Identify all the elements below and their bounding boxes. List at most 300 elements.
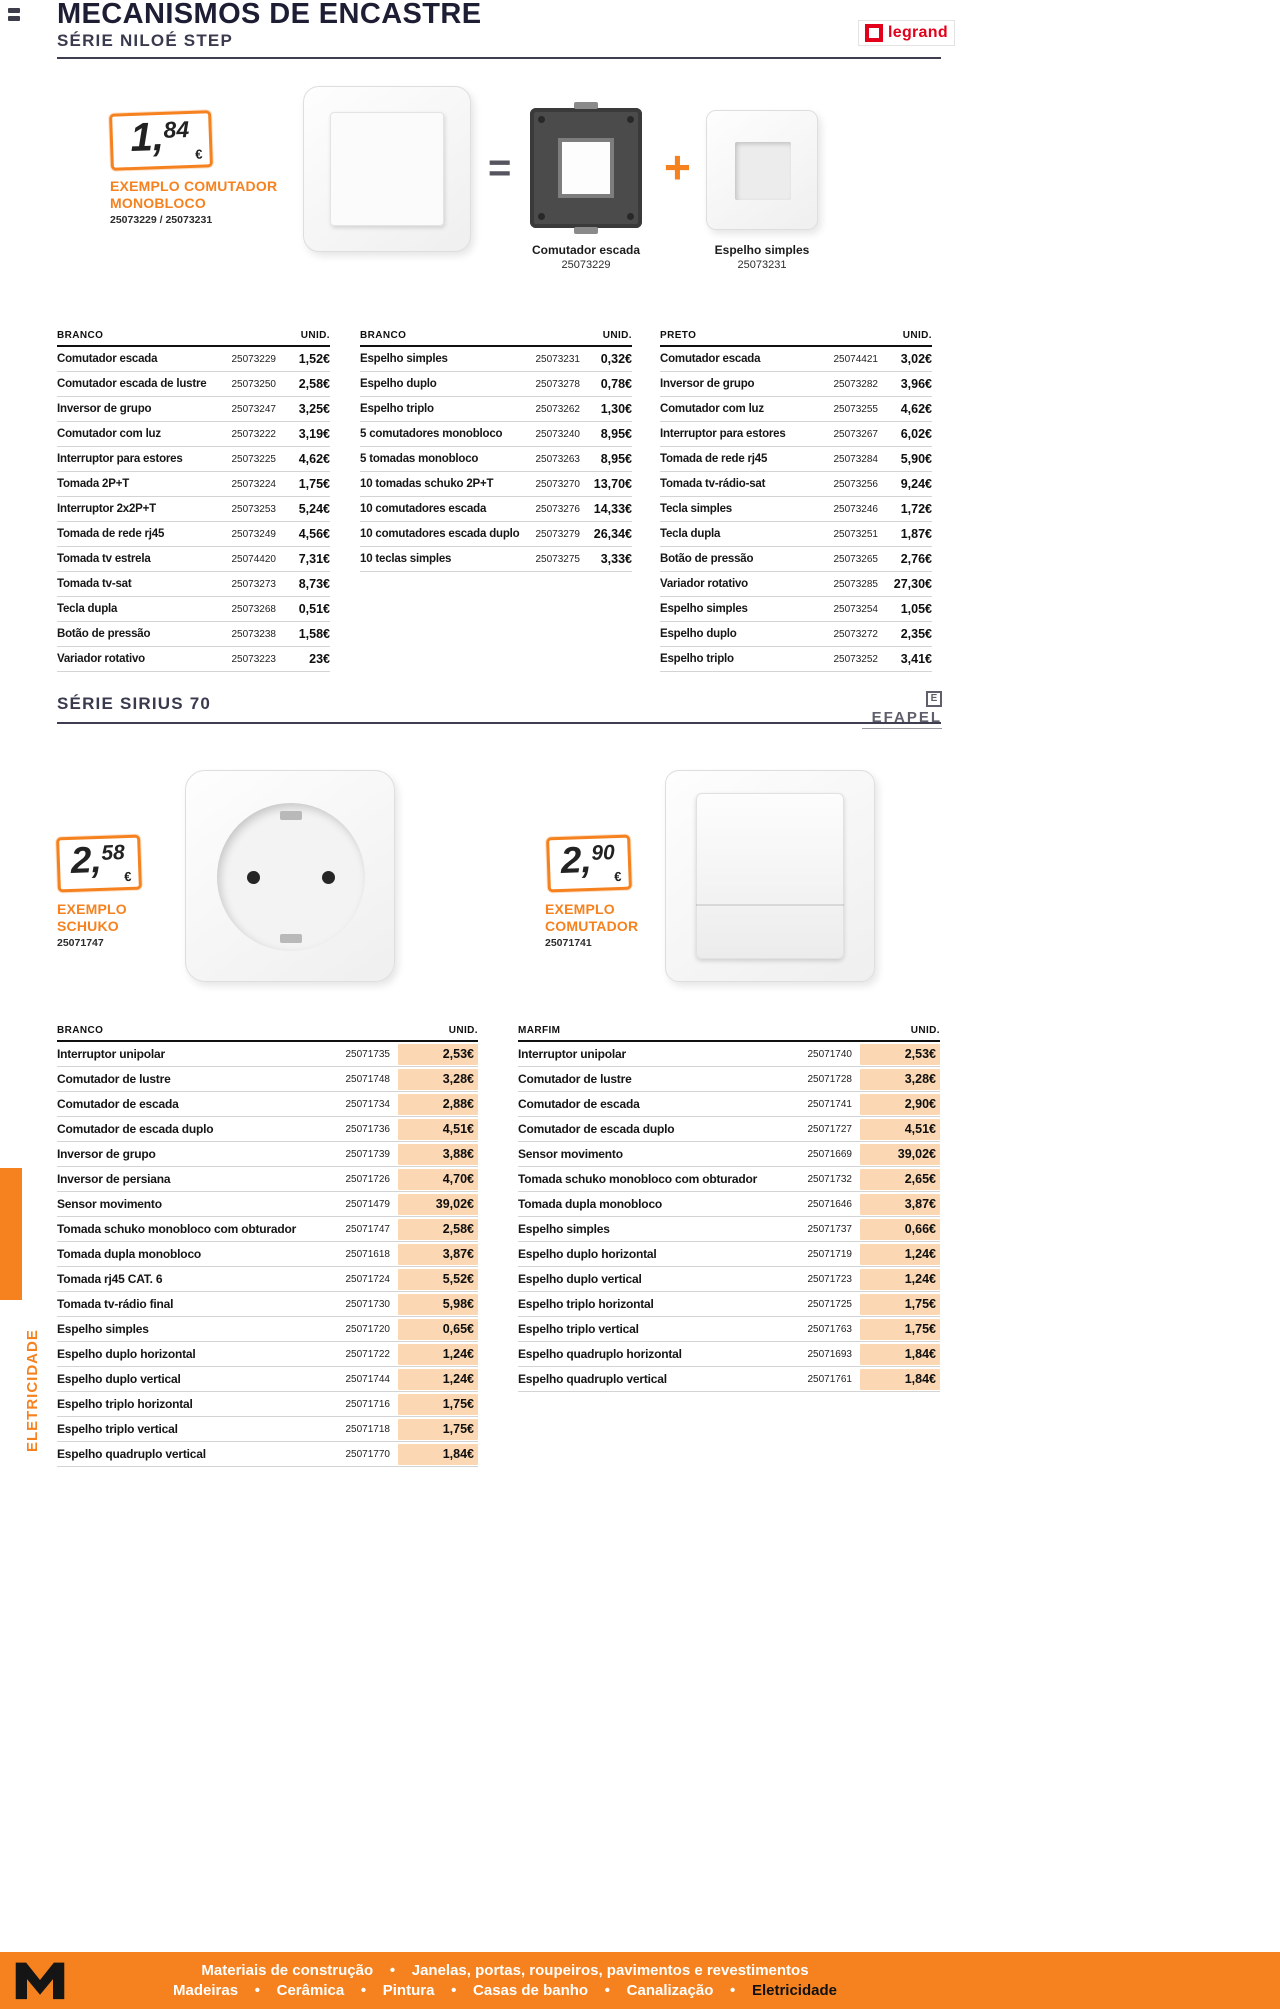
unit-label: UNID. [910, 1025, 940, 1036]
table-row [57, 1267, 478, 1292]
product-ref: 25073268 [231, 603, 276, 615]
table-body [660, 347, 932, 672]
price-tag [546, 835, 632, 893]
product-ref: 25073285 [833, 578, 878, 590]
color-label: MARFIM [518, 1025, 561, 1036]
product-ref: 25071728 [807, 1073, 852, 1085]
product-ref: 25071734 [345, 1098, 390, 1110]
product-price: 2,76€ [900, 552, 932, 566]
product-price: 0,32€ [600, 352, 632, 366]
product-price: 1,24€ [398, 1369, 478, 1390]
product-price: 0,78€ [600, 377, 632, 391]
mechanism-image [530, 108, 642, 228]
product-ref: 25071723 [807, 1273, 852, 1285]
product-ref: 25074420 [231, 553, 276, 565]
frame-window [735, 142, 791, 200]
socket-hole [322, 871, 335, 884]
footer-line-2 [0, 1981, 1010, 2001]
table-row [57, 1292, 478, 1317]
product-price: 3,41€ [900, 652, 932, 666]
product-price: 3,25€ [298, 402, 330, 416]
product-price: 3,88€ [398, 1144, 478, 1165]
product-ref: 25073267 [833, 428, 878, 440]
product-ref: 25073270 [535, 478, 580, 490]
color-label: BRANCO [57, 330, 104, 341]
product-name: Tomada rj45 CAT. 6 [57, 1272, 163, 1286]
table-row [360, 497, 632, 522]
product-ref: 25073231 [535, 353, 580, 365]
table-row [360, 472, 632, 497]
schuko-socket-image [185, 770, 395, 982]
product-ref: 25071747 [345, 1223, 390, 1235]
category-color-block [0, 1168, 22, 1300]
product-price: 39,02€ [860, 1144, 940, 1165]
product-price: 5,98€ [398, 1294, 478, 1315]
product-ref: 25073255 [833, 403, 878, 415]
corner-mark-icon [8, 8, 22, 24]
table-row [518, 1142, 940, 1167]
screw-dot [627, 116, 634, 123]
table-row [57, 447, 330, 472]
product-name: 10 teclas simples [360, 553, 452, 565]
product-name: Inversor de grupo [57, 403, 152, 415]
price-table-niloe-branco-1 [57, 330, 330, 672]
table-row [360, 547, 632, 572]
product-price: 3,87€ [860, 1194, 940, 1215]
table-row [57, 1342, 478, 1367]
table-row [360, 372, 632, 397]
product-ref: 25073250 [231, 378, 276, 390]
product-price: 1,30€ [600, 402, 632, 416]
unit-label: UNID. [902, 330, 932, 341]
product-ref: 25071736 [345, 1123, 390, 1135]
example-label-line2: COMUTADOR [545, 918, 639, 934]
series-sirius-subtitle: SÉRIE SIRIUS 70 [57, 694, 212, 713]
color-label: PRETO [660, 330, 697, 341]
product-price: 7,31€ [298, 552, 330, 566]
product-name: Espelho simples [57, 1322, 149, 1336]
product-ref: 25071730 [345, 1298, 390, 1310]
product-name: Botão de pressão [57, 628, 151, 640]
table-row [57, 1142, 478, 1167]
product-ref: 25071741 [807, 1098, 852, 1110]
efapel-wordmark: EFAPEL [862, 709, 942, 729]
product-ref: 25071693 [807, 1348, 852, 1360]
product-ref: 25073276 [535, 503, 580, 515]
product-name: Espelho simples [518, 1222, 610, 1236]
product-price: 27,30€ [893, 577, 932, 591]
price-table-sirius-branco [57, 1025, 478, 1467]
product-name: Tomada de rede rj45 [660, 453, 768, 465]
product-price: 5,24€ [298, 502, 330, 516]
product-ref: 25073253 [231, 503, 276, 515]
product-ref: 25073224 [231, 478, 276, 490]
product-ref: 25073284 [833, 453, 878, 465]
table-row [518, 1317, 940, 1342]
product-price: 8,95€ [600, 452, 632, 466]
table-row [660, 397, 932, 422]
product-name: Tecla dupla [57, 603, 118, 615]
frame-caption: Espelho simples [714, 243, 810, 257]
product-name: Comutador com luz [660, 403, 764, 415]
product-ref: 25073252 [833, 653, 878, 665]
footer-text [0, 1961, 1010, 2001]
price-tag [109, 110, 213, 171]
product-price: 26,34€ [593, 527, 632, 541]
product-name: Comutador escada de lustre [57, 378, 207, 390]
table-row [57, 1167, 478, 1192]
product-name: Espelho quadruplo vertical [57, 1447, 206, 1461]
table-row [360, 422, 632, 447]
product-ref: 25073249 [231, 528, 276, 540]
product-price: 4,51€ [398, 1119, 478, 1140]
product-price: 3,19€ [298, 427, 330, 441]
product-ref: 25073225 [231, 453, 276, 465]
table-row [518, 1367, 940, 1392]
product-name: Tomada dupla monobloco [57, 1247, 202, 1261]
table-row [518, 1292, 940, 1317]
product-name: 5 comutadores monobloco [360, 428, 503, 440]
product-price: 6,02€ [900, 427, 932, 441]
product-ref: 25073254 [833, 603, 878, 615]
product-name: Comutador de lustre [57, 1072, 171, 1086]
table-row [57, 1067, 478, 1092]
earth-clip [280, 934, 302, 943]
mechanism-button [558, 138, 614, 198]
product-ref: 25073251 [833, 528, 878, 540]
product-name: Variador rotativo [57, 653, 145, 665]
table-row [660, 472, 932, 497]
table-body [57, 347, 330, 672]
product-price: 1,52€ [298, 352, 330, 366]
table-row [57, 1317, 478, 1342]
header-divider [57, 57, 941, 59]
product-name: Espelho triplo [360, 403, 434, 415]
table-row [57, 497, 330, 522]
product-name: Espelho duplo vertical [57, 1372, 181, 1386]
price-table-niloe-branco-2 [360, 330, 632, 572]
product-price: 1,84€ [398, 1444, 478, 1465]
product-price: 1,84€ [860, 1369, 940, 1390]
product-ref: 25073247 [231, 403, 276, 415]
socket-recess [217, 803, 365, 951]
product-ref: 25071716 [345, 1398, 390, 1410]
price-tag [56, 835, 142, 893]
table-row [57, 547, 330, 572]
product-price: 8,73€ [298, 577, 330, 591]
product-name: Espelho triplo horizontal [57, 1397, 193, 1411]
product-price: 2,65€ [860, 1169, 940, 1190]
table-row [57, 1092, 478, 1117]
product-name: Tomada tv estrela [57, 553, 151, 565]
example-label-line1: EXEMPLO COMUTADOR [110, 178, 278, 194]
product-price: 1,75€ [398, 1419, 478, 1440]
product-ref: 25071618 [345, 1248, 390, 1260]
table-row [360, 347, 632, 372]
sirius-divider [57, 722, 941, 724]
product-name: Inversor de persiana [57, 1172, 171, 1186]
product-ref: 25073223 [231, 653, 276, 665]
product-price: 4,51€ [860, 1119, 940, 1140]
product-name: Espelho triplo vertical [518, 1322, 639, 1336]
product-price: 1,84€ [860, 1344, 940, 1365]
product-name: Espelho triplo vertical [57, 1422, 178, 1436]
table-row [57, 1042, 478, 1067]
product-ref: 25071740 [807, 1048, 852, 1060]
product-name: Tomada tv-rádio final [57, 1297, 174, 1311]
color-label: BRANCO [360, 330, 407, 341]
product-ref: 25071770 [345, 1448, 390, 1460]
product-price: 1,24€ [398, 1344, 478, 1365]
product-name: Comutador escada [660, 353, 761, 365]
product-ref: 25073229 [231, 353, 276, 365]
example-ref: 25071741 [545, 937, 592, 949]
product-price: 2,58€ [298, 377, 330, 391]
product-ref: 25073273 [231, 578, 276, 590]
price-table-niloe-preto [660, 330, 932, 672]
table-row [660, 547, 932, 572]
socket-hole [247, 871, 260, 884]
unit-label: UNID. [602, 330, 632, 341]
example-label-line2: MONOBLOCO [110, 195, 206, 211]
product-ref: 25073282 [833, 378, 878, 390]
sirius-switch-image [665, 770, 875, 982]
page-title: MECANISMOS DE ENCASTRE [57, 0, 482, 30]
product-price: 1,75€ [860, 1319, 940, 1340]
footer-active-category: Eletricidade [751, 1982, 837, 1999]
example-label-line1: EXEMPLO [57, 901, 127, 917]
unit-label: UNID. [300, 330, 330, 341]
product-name: Espelho triplo [660, 653, 734, 665]
efapel-icon: E [926, 691, 942, 707]
product-name: Espelho triplo horizontal [518, 1297, 654, 1311]
switch-rocker [330, 112, 444, 226]
product-ref: 25073279 [535, 528, 580, 540]
product-name: Variador rotativo [660, 578, 748, 590]
product-price: 0,51€ [298, 602, 330, 616]
product-name: Tecla simples [660, 503, 732, 515]
footer-line2-prefix: Madeiras • Cerâmica • Pintura • Casas de banho • Canalização • [173, 1982, 752, 1999]
table-row [57, 1442, 478, 1467]
example-ref: 25071747 [57, 937, 104, 949]
product-price: 2,53€ [860, 1044, 940, 1065]
table-row [518, 1267, 940, 1292]
product-name: Interruptor unipolar [518, 1047, 626, 1061]
footer-line-1: Materiais de construção • Janelas, portas, roupeiros, pavimentos e revestimentos [201, 1962, 809, 1979]
product-price: 0,65€ [398, 1319, 478, 1340]
product-ref: 25073278 [535, 378, 580, 390]
table-row [57, 1242, 478, 1267]
table-row [518, 1042, 940, 1067]
product-name: Interruptor para estores [660, 428, 786, 440]
product-name: Espelho simples [660, 603, 748, 615]
table-row [57, 1192, 478, 1217]
table-row [57, 1367, 478, 1392]
product-ref: 25073256 [833, 478, 878, 490]
niloe-switch-image [303, 86, 471, 252]
product-name: 10 comutadores escada [360, 503, 487, 515]
product-ref: 25071727 [807, 1123, 852, 1135]
product-price: 4,62€ [298, 452, 330, 466]
table-row [660, 422, 932, 447]
product-ref: 25071724 [345, 1273, 390, 1285]
table-row [660, 347, 932, 372]
table-row [57, 647, 330, 672]
earth-clip [280, 811, 302, 820]
product-ref: 25071720 [345, 1323, 390, 1335]
product-ref: 25071718 [345, 1423, 390, 1435]
product-price: 5,52€ [398, 1269, 478, 1290]
table-row [660, 572, 932, 597]
price-currency: € [195, 146, 203, 162]
example-label-line1: EXEMPLO [545, 901, 615, 917]
product-ref: 25071725 [807, 1298, 852, 1310]
product-name: Espelho quadruplo horizontal [518, 1347, 682, 1361]
product-name: Espelho duplo horizontal [57, 1347, 196, 1361]
price-integer: 2, [560, 838, 593, 881]
product-ref: 25073272 [833, 628, 878, 640]
table-row [518, 1117, 940, 1142]
mechanism-caption: Comutador escada [531, 243, 641, 257]
table-row [57, 522, 330, 547]
table-header [360, 330, 632, 347]
series-niloe-subtitle: SÉRIE NILOÉ STEP [57, 31, 234, 50]
product-name: Tomada dupla monobloco [518, 1197, 663, 1211]
product-price: 4,70€ [398, 1169, 478, 1190]
product-ref: 25073240 [535, 428, 580, 440]
product-price: 3,33€ [600, 552, 632, 566]
table-row [518, 1067, 940, 1092]
table-row [660, 372, 932, 397]
product-price: 1,75€ [298, 477, 330, 491]
product-ref: 25071763 [807, 1323, 852, 1335]
footer-bar [0, 1952, 1280, 2009]
product-ref: 25071735 [345, 1048, 390, 1060]
table-row [57, 1217, 478, 1242]
product-name: Comutador de escada duplo [518, 1122, 675, 1136]
product-price: 3,28€ [398, 1069, 478, 1090]
price-decimal: 58 [100, 841, 126, 865]
product-name: Tomada schuko monobloco com obturador [57, 1222, 297, 1236]
product-name: Tomada schuko monobloco com obturador [518, 1172, 758, 1186]
price-currency: € [123, 868, 132, 885]
product-ref: 25071761 [807, 1373, 852, 1385]
plus-sign: + [664, 141, 691, 193]
product-price: 1,05€ [900, 602, 932, 616]
product-name: 5 tomadas monobloco [360, 453, 479, 465]
screw-dot [538, 213, 545, 220]
table-row [57, 347, 330, 372]
product-ref: 25071722 [345, 1348, 390, 1360]
unit-label: UNID. [448, 1025, 478, 1036]
table-row [660, 447, 932, 472]
product-name: Espelho quadruplo vertical [518, 1372, 667, 1386]
product-name: 10 tomadas schuko 2P+T [360, 478, 494, 490]
product-name: Inversor de grupo [660, 378, 755, 390]
table-body [518, 1042, 940, 1392]
product-ref: 25073275 [535, 553, 580, 565]
product-name: Tomada tv-rádio-sat [660, 478, 766, 490]
table-row [57, 472, 330, 497]
product-ref: 25071739 [345, 1148, 390, 1160]
product-price: 0,66€ [860, 1219, 940, 1240]
product-ref: 25071748 [345, 1073, 390, 1085]
product-name: Comutador escada [57, 353, 158, 365]
efapel-logo [862, 688, 942, 729]
table-header [57, 1025, 478, 1042]
product-name: 10 comutadores escada duplo [360, 528, 520, 540]
table-row [660, 497, 932, 522]
product-price: 4,56€ [298, 527, 330, 541]
legrand-icon [865, 24, 883, 42]
price-currency: € [613, 868, 622, 885]
price-table-sirius-marfim [518, 1025, 940, 1392]
example-label-line2: SCHUKO [57, 918, 119, 934]
product-ref: 25073222 [231, 428, 276, 440]
product-ref: 25073265 [833, 553, 878, 565]
equals-sign: = [488, 146, 512, 190]
price-integer: 2, [70, 838, 103, 881]
category-vertical-label: ELETRICIDADE [24, 1329, 41, 1453]
product-name: Tomada de rede rj45 [57, 528, 165, 540]
table-row [360, 522, 632, 547]
table-row [360, 397, 632, 422]
table-header [660, 330, 932, 347]
table-row [57, 1417, 478, 1442]
product-price: 1,87€ [900, 527, 932, 541]
screw-dot [627, 213, 634, 220]
product-ref: 25071726 [345, 1173, 390, 1185]
table-row [518, 1342, 940, 1367]
product-price: 3,96€ [900, 377, 932, 391]
color-label: BRANCO [57, 1025, 104, 1036]
product-ref: 25073246 [833, 503, 878, 515]
table-row [518, 1167, 940, 1192]
product-price: 3,28€ [860, 1069, 940, 1090]
product-price: 1,72€ [900, 502, 932, 516]
product-price: 1,24€ [860, 1244, 940, 1265]
product-ref: 25071669 [807, 1148, 852, 1160]
product-price: 4,62€ [900, 402, 932, 416]
product-price: 14,33€ [593, 502, 632, 516]
product-name: Botão de pressão [660, 553, 754, 565]
product-name: Tomada 2P+T [57, 478, 130, 490]
legrand-logo [858, 20, 955, 46]
table-row [518, 1217, 940, 1242]
product-price: 2,58€ [398, 1219, 478, 1240]
screw-dot [538, 116, 545, 123]
table-row [57, 1117, 478, 1142]
price-integer: 1, [129, 114, 165, 161]
product-price: 5,90€ [900, 452, 932, 466]
product-name: Interruptor unipolar [57, 1047, 165, 1061]
product-ref: 25073238 [231, 628, 276, 640]
product-name: Interruptor 2x2P+T [57, 503, 156, 515]
table-row [57, 1392, 478, 1417]
product-name: Espelho duplo [660, 628, 737, 640]
product-name: Tecla dupla [660, 528, 721, 540]
table-row [518, 1242, 940, 1267]
mechanism-caption-ref: 25073229 [561, 259, 611, 271]
product-price: 1,58€ [298, 627, 330, 641]
product-name: Comutador de escada duplo [57, 1122, 214, 1136]
table-row [57, 397, 330, 422]
table-header [57, 330, 330, 347]
price-decimal: 90 [590, 841, 616, 865]
table-row [660, 597, 932, 622]
frame-caption-ref: 25073231 [737, 259, 787, 271]
product-price: 1,75€ [398, 1394, 478, 1415]
